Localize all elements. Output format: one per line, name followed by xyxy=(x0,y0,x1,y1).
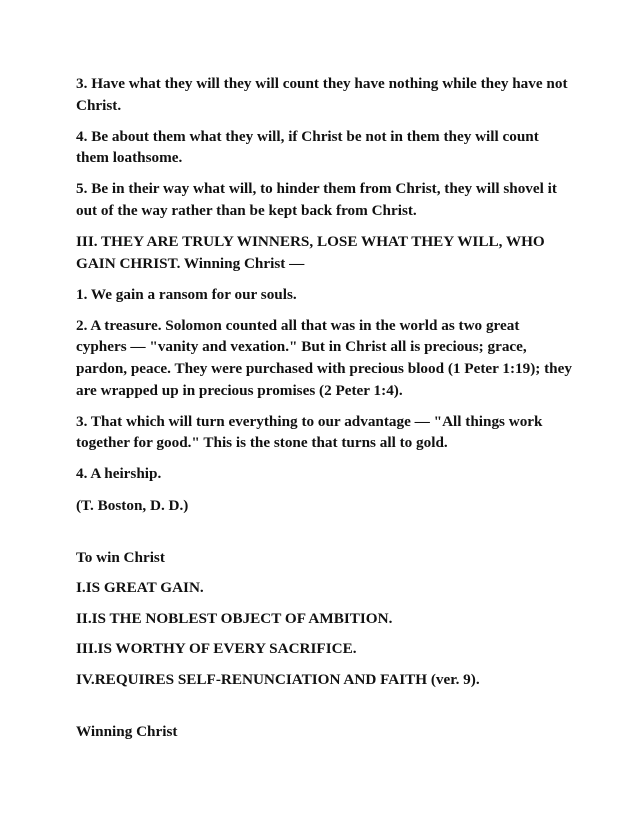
paragraph-ransom: 1. We gain a ransom for our souls. xyxy=(76,285,297,303)
paragraph-point-4: 4. Be about them what they will, if Christ be not in them they will count them loathsome. xyxy=(76,127,539,167)
outline-item-3: III.IS WORTHY OF EVERY SACRIFICE. xyxy=(76,640,357,658)
spacer xyxy=(76,526,572,547)
attribution: (T. Boston, D. D.) xyxy=(76,496,189,514)
spacer xyxy=(76,700,572,721)
section-heading-iii: III. THEY ARE TRULY WINNERS, LOSE WHAT THEY WILL, WHO GAIN CHRIST. Winning Christ — xyxy=(76,233,545,272)
paragraph-point-5: 5. Be in their way what will, to hinder them from Christ, they will shovel it out of the way rather than be kept back from Christ. xyxy=(76,180,557,219)
outline-item-4: IV.REQUIRES SELF-RENUNCIATION AND FAITH (ver. 9). xyxy=(76,670,480,688)
paragraph-treasure: 2. A treasure. Solomon counted all that was in the world as two great cyphers — "vanity and vexation." But in Christ all is precious; grace, pardon, peace. They were purchased with precious blood (1 Peter 1:19); they are wrapped up in precious promises (2 Peter 1:4). xyxy=(76,316,572,399)
paragraph-heirship: 4. A heirship. xyxy=(76,465,162,483)
section-title-to-win-christ: To win Christ xyxy=(76,548,165,566)
section-title-winning-christ: Winning Christ xyxy=(76,722,178,740)
outline-item-2: II.IS THE NOBLEST OBJECT OF AMBITION. xyxy=(76,609,393,627)
outline-item-1: I.IS GREAT GAIN. xyxy=(76,579,204,597)
document-page xyxy=(76,73,572,752)
paragraph-advantage: 3. That which will turn everything to our advantage — "All things work together for good." This is the stone that turns all to gold. xyxy=(76,412,543,452)
paragraph-point-3: 3. Have what they will they will count they have nothing while they have not Christ. xyxy=(76,75,568,114)
